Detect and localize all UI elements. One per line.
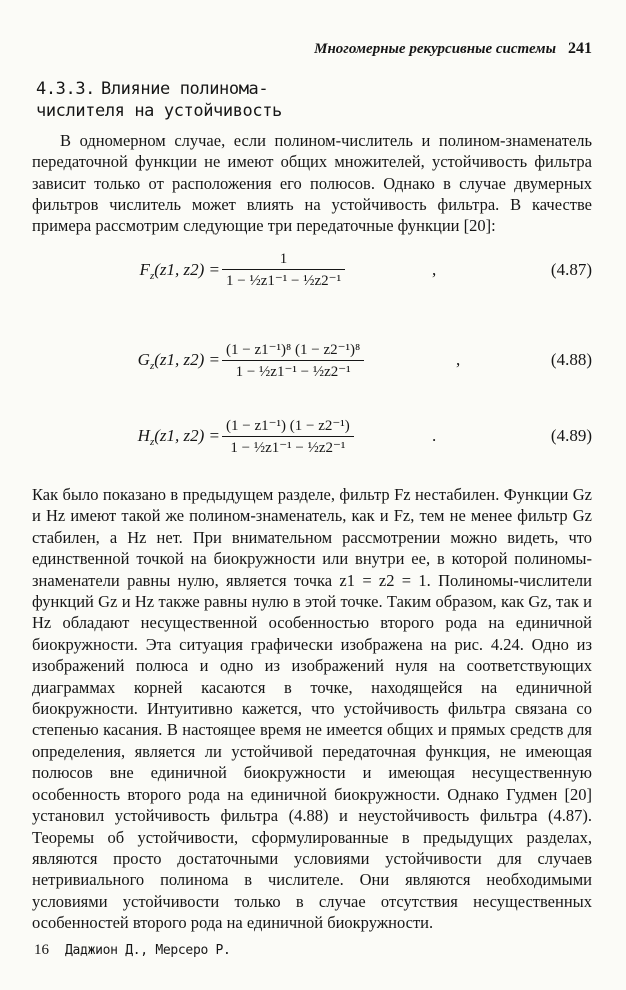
eq-func-sub: z: [149, 436, 155, 448]
eq-tag: (4.89): [550, 426, 592, 445]
eq-func-sub: z: [149, 360, 155, 372]
eq-denominator: 1 − ½z1⁻¹ − ½z2⁻¹: [226, 272, 342, 289]
eq-numerator: (1 − z1⁻¹) (1 − z2⁻¹): [226, 417, 350, 434]
eq-func: H: [137, 426, 150, 445]
eq-trail: ,: [432, 260, 437, 279]
running-title: Многомерные рекурсивные системы: [314, 41, 556, 57]
equation-4-88: [32, 330, 592, 390]
section-title: Влияние полинома-числителя на устойчивость: [36, 79, 282, 121]
running-header: [314, 40, 592, 58]
eq-trail: ,: [456, 350, 461, 369]
equation-4-89: [32, 406, 592, 466]
fraction-bar: [222, 269, 345, 270]
fraction-bar: [222, 360, 364, 361]
eq-trail: .: [432, 426, 437, 445]
eq-args: (z1, z2) =: [154, 350, 220, 369]
eq-tag: (4.87): [550, 260, 592, 279]
eq-args: (z1, z2) =: [154, 260, 220, 279]
eq-func-sub: z: [149, 270, 155, 282]
discussion-paragraph: Как было показано в предыдущем разделе, фильтр Fz нестабилен. Функции Gz и Hz имеют такой же полином-знаменатель, как и Fz, тем не менее фильтр Gz стабилен, а Hz нет. При внимательном рассмотрении можно видеть, что единственной точкой на биокружности или внутри ее, в которой полиномы-знаменатели равны нулю, является точка z1 = z2 = 1. Полиномы-числители функций Gz и Hz также равны нулю в этой точке. Таким образом, как Gz, так и Hz обладают несущественной особенностью второго рода на единичной биокружности. Эта ситуация графически изображена на рис. 4.24. Одно из изображений полюса и одно из изображений нуля на соответствующих диаграммах корней касаются в точке, находящейся на единичной биокружности. Интуитивно кажется, что устойчивость фильтра связана со степенью касания. В настоящее время не имеется общих и прямых средств для определения, является ли устойчивой передаточная функция, не имеющая полюсов вне единичной биокружности и имеющая несущественную особенность второго рода на единичной биокружности. Однако Гудмен [20] установил устойчивость фильтра (4.88) и неустойчивость фильтра (4.87). Теоремы об устойчивости, сформулированные в предыдущих разделах, являются просто достаточными условиями устойчивости для случаев нетривиального полинома в числителе. Они являются необходимыми условиями устойчивости только в случае отсутствия несущественных особенностей второго рода на единичной биокружности.: [32, 485, 592, 933]
intro-paragraph: В одномерном случае, если полином-числитель и полином-знаменатель передаточной функции не имеют общих множителей, устойчивость фильтра зависит только от расположения его полюсов. Однако в случае двумерных фильтров числитель может влиять на устойчивость фильтра. В качестве примера рассмотрим следующие три передаточные функции [20]:: [32, 131, 592, 236]
page-number: 241: [568, 40, 592, 57]
signature-mark: 16: [34, 942, 49, 958]
eq-func: F: [139, 260, 150, 279]
eq-tag: (4.88): [550, 350, 592, 369]
fraction-bar: [222, 436, 354, 437]
footer-authors: Даджион Д., Мерсеро Р.: [65, 943, 231, 958]
page-footer: [34, 942, 231, 959]
eq-denominator: 1 − ½z1⁻¹ − ½z2⁻¹: [235, 363, 351, 380]
section-heading: [36, 78, 356, 122]
eq-denominator: 1 − ½z1⁻¹ − ½z2⁻¹: [230, 439, 346, 456]
eq-numerator: (1 − z1⁻¹)⁸ (1 − z2⁻¹)⁸: [226, 341, 361, 358]
section-number: 4.3.3.: [36, 79, 96, 99]
eq-numerator: 1: [279, 250, 288, 267]
eq-args: (z1, z2) =: [154, 426, 220, 445]
eq-func: G: [137, 350, 150, 369]
equation-4-87: [32, 240, 592, 300]
